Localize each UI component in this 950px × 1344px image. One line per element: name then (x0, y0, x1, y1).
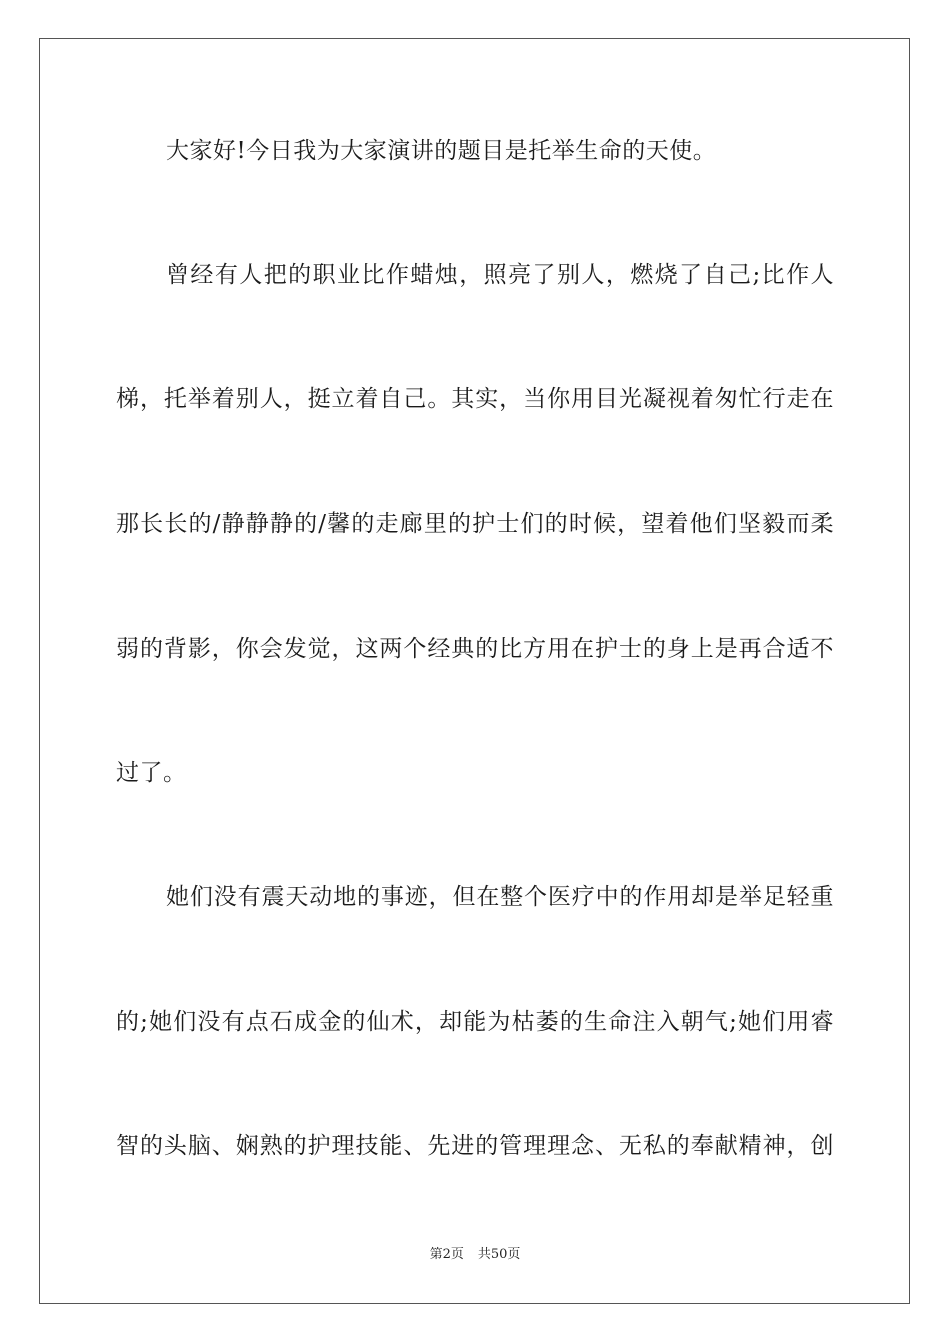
paragraph-2-line-1: 曾经有人把的职业比作蜡烛，照亮了别人，燃烧了自己;比作人 (166, 262, 834, 288)
paragraph-2-line-5: 过了。 (116, 760, 187, 786)
paragraph-3-line-2: 的;她们没有点石成金的仙术，却能为枯萎的生命注入朝气;她们用睿 (116, 1009, 834, 1035)
page-number: 第2页 (429, 1247, 464, 1262)
paragraph-3-line-1: 她们没有震天动地的事迹，但在整个医疗中的作用却是举足轻重 (166, 884, 834, 910)
page-total: 共50页 (477, 1247, 521, 1262)
paragraph-2-line-3: 那长长的/静静静的/馨的走廊里的护士们的时候，望着他们坚毅而柔 (116, 511, 834, 537)
paragraph-2-line-2: 梯，托举着别人，挺立着自己。其实，当你用目光凝视着匆忙行走在 (116, 386, 834, 412)
page-footer (0, 1246, 950, 1264)
paragraph-2-line-4: 弱的背影，你会发觉，这两个经典的比方用在护士的身上是再合适不 (116, 636, 834, 662)
paragraph-1-line-1: 大家好!今日我为大家演讲的题目是托举生命的天使。 (166, 138, 717, 164)
paragraph-3-line-3: 智的头脑、娴熟的护理技能、先进的管理理念、无私的奉献精神，创 (116, 1133, 834, 1159)
page-border (39, 38, 910, 1304)
